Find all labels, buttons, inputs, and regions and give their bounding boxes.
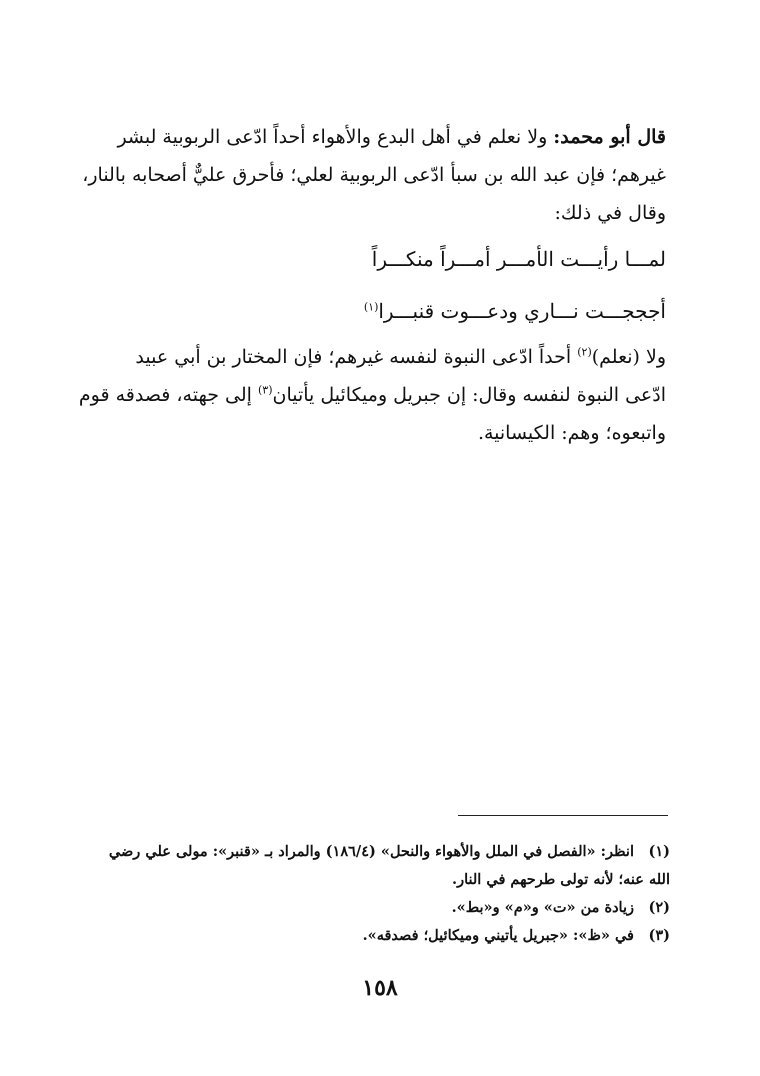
paragraph-2 — [70, 338, 666, 452]
paragraph-2-line-2-a: ادّعى النبوة لنفسه وقال: إن جبريل وميكائيل يأتيان — [272, 384, 666, 406]
footnote-1-continued: الله عنه؛ لأنه تولى طرحهم في النار. — [452, 871, 670, 888]
paragraph-2-line-2 — [70, 376, 666, 414]
paragraph-1-line-1-text: ولا نعلم في أهل البدع والأهواء أحداً ادّعى الربوبية لبشر — [117, 126, 554, 148]
paragraph-2-line-3: واتبعوه؛ وهم: الكيسانية. — [477, 422, 666, 444]
footnotes — [70, 838, 670, 950]
paragraph-1 — [70, 118, 666, 232]
footnote-1-text: انظر: «الفصل في الملل والأهواء والنحل» (١٨٦/٤) والمراد بـ «قنبر»: مولى علي رضي — [108, 843, 634, 860]
paragraph-1-line-2: غيرهم؛ فإن عبد الله بن سبأ ادّعى الربوبية لعلي؛ فأحرق عليٌّ أصحابه بالنار، — [82, 164, 666, 186]
footnote-3-text: في «ظ»: «جبريل يأتيني وميكائيل؛ فصدقه». — [362, 927, 634, 944]
paragraph-2-line-1 — [70, 338, 666, 376]
footnote-divider — [458, 815, 668, 816]
paragraph-2-line-1-a: ولا (نعلم) — [591, 346, 666, 368]
footnote-1-number: (١) — [648, 843, 670, 860]
paragraph-1-line-1 — [70, 118, 666, 156]
verse-line-2 — [364, 292, 666, 330]
footnote-2 — [70, 894, 670, 922]
verse-line-1: لمـــا رأيـــت الأمـــر أمـــراً منكـــراً — [371, 247, 666, 271]
footnote-3 — [70, 922, 670, 950]
verse-line-2-text: أجججـــت نـــاري ودعـــوت قنبـــرا — [378, 299, 666, 323]
footnote-2-text: زيادة من «ت» و«م» و«بط». — [451, 899, 634, 916]
footnote-3-number: (٣) — [648, 927, 670, 944]
paragraph-1-line-3: وقال في ذلك: — [554, 202, 666, 224]
footnote-ref-2: (٢) — [577, 345, 592, 359]
footnote-1 — [70, 838, 670, 866]
page-number: ١٥٨ — [362, 975, 398, 1001]
paragraph-2-line-2-b: إلى جهته، فصدقه قوم — [78, 384, 258, 406]
paragraph-2-line-1-b: أحداً ادّعى النبوة لنفسه غيرهم؛ فإن المختار بن أبي عبيد — [135, 346, 578, 368]
speaker-label: قال أبو محمد: — [553, 126, 666, 148]
footnote-ref-1: (١) — [363, 300, 379, 314]
footnote-2-number: (٢) — [648, 899, 670, 916]
footnote-ref-3: (٣) — [257, 383, 273, 397]
